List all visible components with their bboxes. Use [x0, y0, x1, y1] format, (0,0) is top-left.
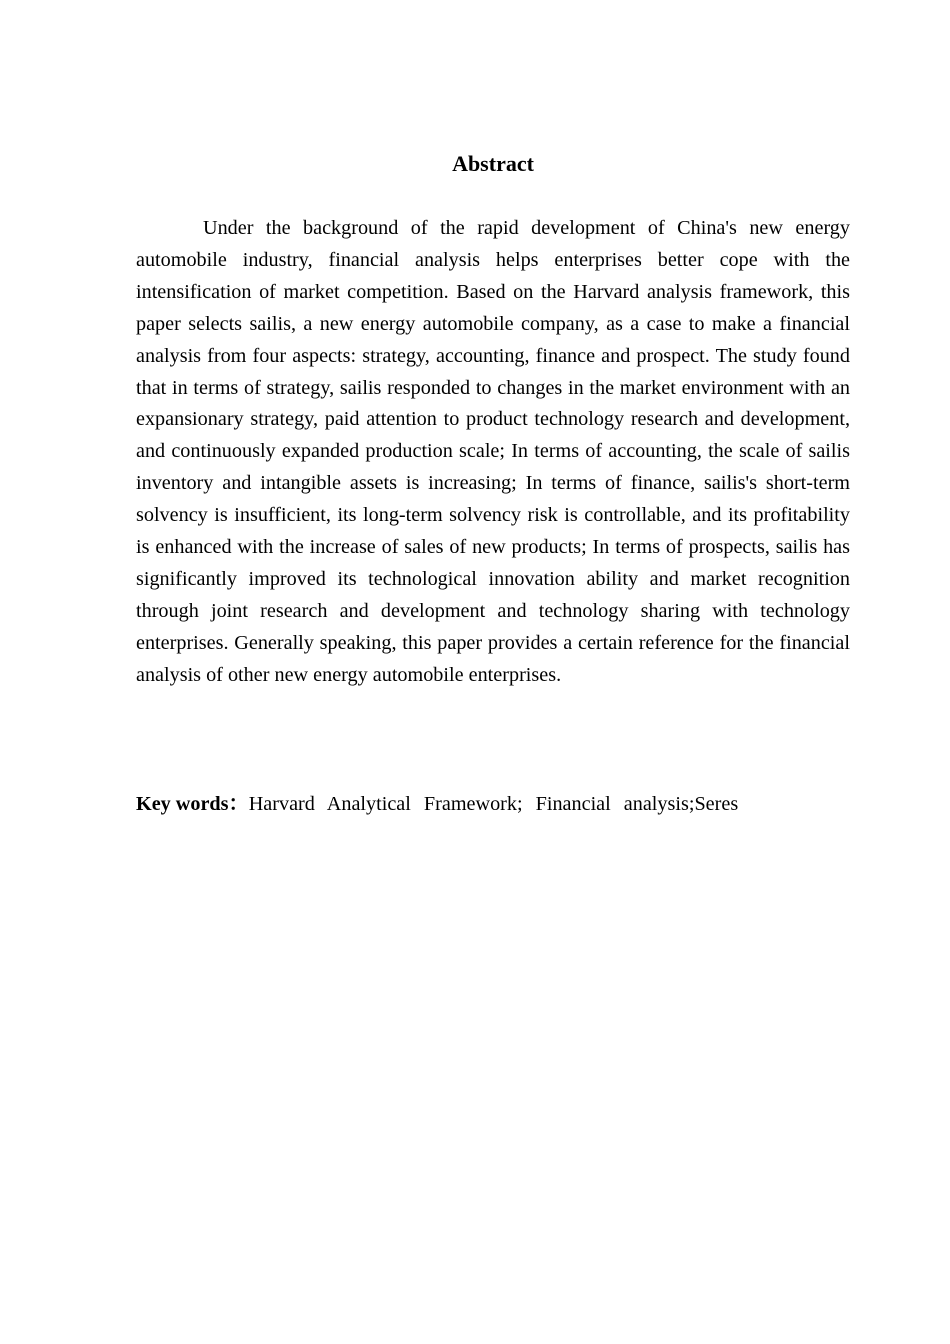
abstract-title: Abstract	[452, 151, 534, 176]
keywords-text: Harvard Analytical Framework; Financial analysis;Seres	[248, 793, 739, 815]
keywords-line	[136, 788, 850, 820]
keywords-label: Key words：	[136, 793, 249, 815]
abstract-body: Under the background of the rapid development of China's new energy automobile industry, financial analysis helps enterprises better cope with the intensification of market competition. Based on the Harvard analysis framework, this paper selects sailis, a new energy automobile company, as a case to make a financial analysis from four aspects: strategy, accounting, finance and prospect. The study found that in terms of strategy, sailis responded to changes in the market environment with an expansionary strategy, paid attention to product technology research and development, and continuously expanded production scale; In terms of accounting, the scale of sailis inventory and intangible assets is increasing; In terms of finance, sailis's short-term solvency is insufficient, its long-term solvency risk is controllable, and its profitability is enhanced with the increase of sales of new products; In terms of prospects, sailis has significantly improved its technological innovation ability and market recognition through joint research and development and technology sharing with technology enterprises. Generally speaking, this paper provides a certain reference for the financial analysis of other new energy automobile enterprises.	[136, 217, 850, 686]
